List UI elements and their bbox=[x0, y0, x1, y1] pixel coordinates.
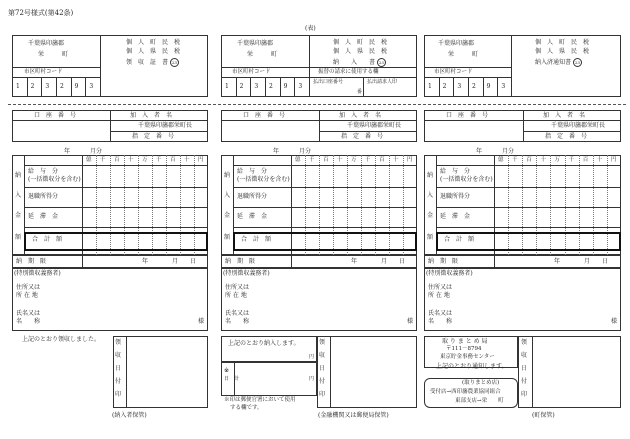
collector-title: 取 り ま と め 局 bbox=[442, 338, 488, 345]
digit-unit: 円 bbox=[407, 157, 413, 163]
late-fee-row-label: 延 滞 金 bbox=[440, 213, 471, 220]
name-label-1: 氏名又は bbox=[16, 310, 41, 317]
payment-amount-char: 金 bbox=[15, 212, 22, 219]
stamp-label-char: 印 bbox=[319, 391, 326, 398]
code-digit: 3 bbox=[298, 83, 303, 90]
code-divider bbox=[71, 77, 72, 97]
digit-unit: 百 bbox=[323, 157, 329, 163]
payment-amount-char: 入 bbox=[15, 192, 22, 199]
payment-amount-char: 額 bbox=[224, 234, 231, 241]
digit-unit: 十 bbox=[337, 157, 343, 163]
name-label-1: 氏名又は bbox=[225, 310, 250, 317]
code-digit: 2 bbox=[472, 83, 476, 90]
seal-icon: 23 bbox=[378, 60, 384, 65]
receipt-title-3: 領 収 証 書 23 bbox=[126, 59, 177, 66]
code-divider bbox=[41, 77, 42, 97]
daily-total-label: 日 計 bbox=[224, 376, 240, 382]
code-digit: 1 bbox=[428, 83, 432, 90]
address-label-1: 住所又は bbox=[428, 284, 453, 291]
digit-unit: 百 bbox=[170, 157, 176, 163]
code-digit: 1 bbox=[16, 83, 20, 90]
code-digit: 3 bbox=[501, 83, 506, 90]
payment-amount-char: 金 bbox=[427, 212, 434, 219]
address-label-2: 所 在 地 bbox=[225, 292, 247, 299]
designated-number-label: 指 定 番 号 bbox=[132, 133, 175, 140]
payment-title-1: 個 人 町 民 税 bbox=[333, 39, 388, 46]
deadline-label: 納 期 限 bbox=[16, 258, 47, 265]
withholder-label: (特別徴収義務者) bbox=[14, 270, 61, 277]
address-label-1: 住所又は bbox=[225, 284, 250, 291]
payment-title-2: 個 人 県 民 税 bbox=[333, 48, 388, 55]
payment-amount-char: 額 bbox=[15, 234, 22, 241]
code-digit: 2 bbox=[442, 83, 447, 90]
digit-unit: 百 bbox=[582, 157, 589, 163]
digit-unit: 十 bbox=[540, 157, 546, 163]
deadline-day: 日 bbox=[190, 258, 197, 265]
address-label-2: 所 在 地 bbox=[428, 292, 450, 299]
digit-unit: 億 bbox=[295, 157, 301, 163]
name-label-1: 氏名又は bbox=[428, 310, 453, 317]
total-amount-box bbox=[436, 232, 621, 251]
transfer-account: 払出口座番号 bbox=[313, 79, 344, 85]
seal-mark: 様 bbox=[611, 318, 618, 325]
code-divider bbox=[265, 77, 266, 97]
deadline-month: 月 bbox=[172, 258, 179, 265]
stamp-label-char: 領 bbox=[115, 339, 122, 346]
digit-unit: 百 bbox=[114, 157, 120, 163]
retirement-row-label: 退職所得分 bbox=[440, 193, 471, 200]
code-divider bbox=[280, 77, 281, 97]
payment-amount-char: 納 bbox=[224, 172, 231, 179]
month-label: 月分 bbox=[299, 148, 312, 155]
code-divider bbox=[294, 77, 295, 97]
yen-unit-2: 円 bbox=[309, 376, 315, 382]
account-number-label: 口 座 番 号 bbox=[243, 112, 286, 119]
code-digit: 1 bbox=[225, 83, 229, 90]
stamp-label-char: 日 bbox=[115, 365, 122, 372]
digit-unit: 千 bbox=[568, 157, 575, 163]
salary-row-label: 給 与 分 (一括徴収分を含む) bbox=[28, 168, 81, 183]
account-number-label: 口 座 番 号 bbox=[34, 112, 77, 119]
deadline-day: 日 bbox=[602, 258, 609, 265]
code-divider bbox=[483, 77, 484, 97]
stamp-label-char: 領 bbox=[319, 339, 326, 346]
stamp-label-char: 付 bbox=[319, 378, 326, 385]
code-divider bbox=[453, 77, 454, 97]
stamp-label-char: 収 bbox=[319, 352, 326, 359]
notice-town: 栄 町 bbox=[448, 51, 479, 58]
collect-line-2: 東部支店→栄 町 bbox=[455, 398, 504, 404]
digit-unit: 万 bbox=[554, 157, 561, 163]
deadline-month: 月 bbox=[381, 258, 388, 265]
receipt-office: 千葉県印旛郡 bbox=[28, 40, 65, 47]
payment-amount-char: 額 bbox=[427, 234, 434, 241]
deadline-label: 納 期 限 bbox=[428, 258, 459, 265]
digit-unit: 万 bbox=[351, 157, 357, 163]
address-label-1: 住所又は bbox=[16, 284, 41, 291]
receipt-caption: (納入者保管) bbox=[112, 412, 147, 419]
receipt-stamp-area bbox=[113, 336, 208, 408]
payment-title-3: 納 入 書 23 bbox=[333, 59, 384, 66]
code-digit: 9 bbox=[283, 83, 288, 90]
digit-unit: 百 bbox=[379, 157, 385, 163]
transfer-stamp: 番 bbox=[357, 89, 363, 95]
retirement-row-label: 退職所得分 bbox=[237, 193, 268, 200]
total-row-label: 合 計 額 bbox=[444, 236, 475, 243]
total-amount-box bbox=[24, 232, 208, 251]
stamp-label-char: 日 bbox=[521, 365, 528, 372]
notice-title-2: 個 人 県 民 税 bbox=[535, 48, 590, 55]
digit-unit: 千 bbox=[156, 157, 162, 163]
digit-unit: 十 bbox=[128, 157, 134, 163]
code-digit: 3 bbox=[45, 83, 50, 90]
payment-stamp-area bbox=[317, 336, 417, 408]
subscriber-name-label: 加 入 者 名 bbox=[339, 112, 382, 119]
code-divider bbox=[236, 77, 237, 97]
code-divider bbox=[56, 77, 57, 97]
stamp-label-char: 日 bbox=[319, 365, 326, 372]
received-text: 上記のとおり領収しました。 bbox=[22, 336, 101, 343]
deadline-year: 年 bbox=[142, 258, 149, 265]
payment-amount-char: 納 bbox=[15, 172, 22, 179]
receipt-code-label: 市区町村コード bbox=[24, 69, 63, 75]
deadline-label: 納 期 限 bbox=[225, 258, 256, 265]
stamp-label-char: 収 bbox=[521, 352, 528, 359]
receipt-town: 栄 町 bbox=[38, 51, 69, 58]
designated-number-label: 指 定 番 号 bbox=[341, 133, 384, 140]
total-amount-box bbox=[233, 232, 417, 251]
digit-unit: 円 bbox=[610, 157, 617, 163]
digit-unit: 十 bbox=[184, 157, 190, 163]
salary-row-label: 給 与 分 (一括徴収分を含む) bbox=[237, 168, 290, 183]
deadline-month: 月 bbox=[584, 258, 591, 265]
subscriber-name-value: 千葉県印旛郡栄町長 bbox=[347, 122, 402, 129]
digit-unit: 十 bbox=[596, 157, 603, 163]
digit-unit: 万 bbox=[142, 157, 148, 163]
notified-text: 上記のとおり通知します。 bbox=[436, 363, 508, 370]
notice-caption: (町保管) bbox=[532, 412, 555, 419]
digit-unit: 億 bbox=[498, 157, 504, 163]
year-label: 年 bbox=[64, 148, 71, 155]
seal-mark: 様 bbox=[198, 318, 205, 325]
note-mark: ※ bbox=[224, 367, 230, 374]
receipt-title-2: 個 人 県 民 税 bbox=[126, 48, 181, 55]
withholder-block bbox=[221, 268, 417, 331]
account-number-label: 口 座 番 号 bbox=[446, 112, 489, 119]
stamp-label-char: 収 bbox=[115, 352, 122, 359]
code-digit: 2 bbox=[239, 83, 244, 90]
subscriber-name-label: 加 入 者 名 bbox=[543, 112, 586, 119]
salary-row-label: 給 与 分 (一括徴収分を含む) bbox=[440, 168, 493, 183]
withholder-label: (特別徴収義務者) bbox=[426, 270, 473, 277]
cut-line bbox=[8, 104, 626, 105]
late-fee-row-label: 延 滞 金 bbox=[237, 213, 268, 220]
digit-unit: 円 bbox=[198, 157, 204, 163]
code-divider bbox=[85, 77, 86, 97]
year-label: 年 bbox=[273, 148, 280, 155]
payment-code-label: 市区町村コード bbox=[232, 69, 271, 75]
month-label: 月分 bbox=[90, 148, 103, 155]
total-row-label: 合 計 額 bbox=[241, 236, 272, 243]
collector-postal: 〒111－8794 bbox=[446, 346, 482, 352]
payment-caption: (金融機関又は郵便局保管) bbox=[318, 412, 389, 419]
code-divider bbox=[250, 77, 251, 97]
designated-number-label: 指 定 番 号 bbox=[545, 133, 588, 140]
yen-unit-1: 円 bbox=[309, 354, 315, 360]
form-number: 第72号様式(第42条) bbox=[8, 9, 74, 17]
deadline-day: 日 bbox=[399, 258, 406, 265]
withholder-label: (特別徴収義務者) bbox=[223, 270, 270, 277]
stamp-label-char: 付 bbox=[115, 378, 122, 385]
receipt-title-1: 個 人 町 民 税 bbox=[126, 39, 181, 46]
code-digit: 3 bbox=[254, 83, 259, 90]
collect-line-1: 受付店→西印旛農業協同組合 bbox=[430, 389, 501, 395]
month-label: 月分 bbox=[502, 148, 515, 155]
code-digit: 9 bbox=[486, 83, 491, 90]
deadline-year: 年 bbox=[351, 258, 358, 265]
name-label-2: 名 称 bbox=[16, 318, 41, 325]
collect-store: (取りまとめ店) bbox=[462, 380, 500, 386]
retirement-row-label: 退職所得分 bbox=[28, 193, 59, 200]
total-row-label: 合 計 額 bbox=[32, 236, 63, 243]
subscriber-name-label: 加 入 者 名 bbox=[130, 112, 173, 119]
transfer-title: 振替の請求に使用する欄 bbox=[318, 69, 379, 75]
stamp-label-char: 付 bbox=[521, 378, 528, 385]
digit-unit: 千 bbox=[512, 157, 518, 163]
withholder-block bbox=[424, 268, 621, 331]
digit-unit: 億 bbox=[86, 157, 92, 163]
notice-stamp-area bbox=[518, 336, 621, 408]
digit-unit: 十 bbox=[393, 157, 399, 163]
deadline-year: 年 bbox=[554, 258, 561, 265]
late-fee-row-label: 延 滞 金 bbox=[28, 213, 59, 220]
name-label-2: 名 称 bbox=[428, 318, 453, 325]
stamp-label-char: 印 bbox=[115, 391, 122, 398]
payment-amount-char: 金 bbox=[224, 212, 231, 219]
stamp-label-char: 印 bbox=[521, 391, 528, 398]
digit-unit: 百 bbox=[526, 157, 532, 163]
transfer-stamp-label: 払出請求人印 bbox=[367, 79, 398, 85]
seal-mark: 様 bbox=[407, 318, 414, 325]
stamp-label-char: 領 bbox=[521, 339, 528, 346]
year-label: 年 bbox=[476, 148, 483, 155]
paid-text: 上記のとおり納入します。 bbox=[228, 340, 300, 347]
code-digit: 2 bbox=[60, 83, 64, 90]
payment-office: 千葉県印旛郡 bbox=[237, 40, 274, 47]
note-text-2: する欄です。 bbox=[230, 405, 263, 411]
note-text-1: ※印は郵便官署において使用 bbox=[224, 397, 296, 403]
side-label: (表) bbox=[305, 25, 316, 32]
payment-town: 栄 町 bbox=[247, 51, 278, 58]
notice-code-label: 市区町村コード bbox=[434, 69, 473, 75]
code-digit: 3 bbox=[89, 83, 94, 90]
name-label-2: 名 称 bbox=[225, 318, 250, 325]
notice-office: 千葉県印旛郡 bbox=[438, 40, 475, 47]
address-label-2: 所 在 地 bbox=[16, 292, 38, 299]
code-divider bbox=[468, 77, 469, 97]
seal-icon: 23 bbox=[574, 60, 580, 65]
withholder-block bbox=[12, 268, 208, 331]
digit-unit: 千 bbox=[365, 157, 371, 163]
digit-unit: 千 bbox=[309, 157, 315, 163]
subscriber-name-value: 千葉県印旛郡栄町長 bbox=[138, 122, 193, 129]
code-divider bbox=[27, 77, 28, 97]
code-digit: 2 bbox=[269, 83, 273, 90]
code-divider bbox=[497, 77, 498, 97]
code-divider bbox=[439, 77, 440, 97]
code-digit: 9 bbox=[74, 83, 79, 90]
notice-title-3: 納入済通知書 23 bbox=[535, 59, 580, 66]
seal-icon: 23 bbox=[171, 60, 177, 65]
subscriber-name-value: 千葉県印旛郡栄町長 bbox=[551, 122, 606, 129]
code-digit: 3 bbox=[457, 83, 462, 90]
payment-amount-char: 納 bbox=[427, 172, 434, 179]
digit-unit: 千 bbox=[100, 157, 106, 163]
payment-amount-char: 入 bbox=[224, 192, 231, 199]
collector-name: 東京貯金事務センター bbox=[440, 354, 495, 360]
payment-amount-char: 入 bbox=[427, 192, 434, 199]
notice-title-1: 個 人 町 民 税 bbox=[535, 39, 590, 46]
code-digit: 2 bbox=[30, 83, 35, 90]
